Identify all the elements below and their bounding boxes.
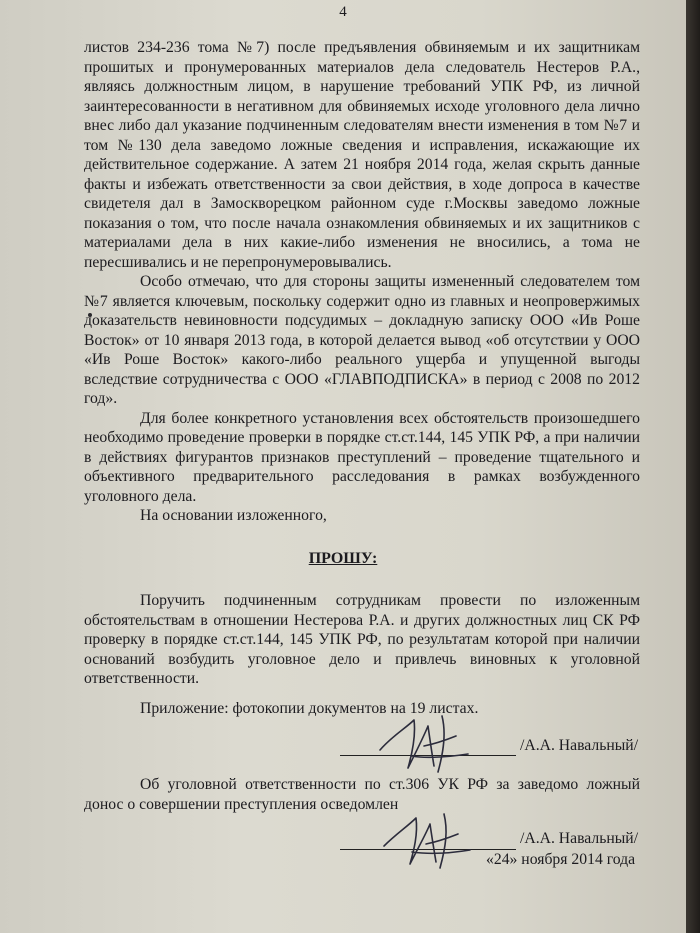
handwritten-signature-1 xyxy=(372,706,482,776)
liability-notice: Об уголовной ответственности по ст.306 УК РФ за заведомо ложный донос о совершении преступления осведомлен xyxy=(84,776,640,813)
request-block xyxy=(84,591,640,689)
page-edge xyxy=(686,0,700,933)
body-text xyxy=(84,38,640,526)
paragraph-4: На основании изложенного, xyxy=(140,507,327,524)
paragraph-2: Особо отмечаю, что для стороны защиты измененный следователем том №7 является ключевым, поскольку содержит одно из главных и неопровержимых доказательств невиновности подсудимых – докладную записку ООО «Ив Роше Восток» от 10 января 2013 года, в которой делается вывод «об отсутствии у ООО «Ив Роше Восток» какого-либо реального ущерба и упущенной выгоды вследствие сотрудничества с ООО «ГЛАВПОДПИСКА» в период с 2008 по 2012 год». xyxy=(84,273,640,407)
signature-name-2: /А.А. Навальный/ xyxy=(520,830,639,847)
request-heading: ПРОШУ: xyxy=(308,550,378,567)
page-number: 4 xyxy=(339,4,347,20)
attachment-line: Приложение: фотокопии документов на 19 листах. xyxy=(140,700,479,717)
document-date: «24» ноября 2014 года xyxy=(486,851,636,868)
request-text: Поручить подчиненным сотрудникам провести по изложенным обстоятельствам в отношении Нестерова Р.А. и других должностных лиц СК РФ проверку в порядке ст.ст.144, 145 УПК РФ, по результатам которой при наличии оснований возбудить уголовное дело и привлечь виновных к уголовной ответственности. xyxy=(84,592,640,687)
liability-block xyxy=(84,775,640,814)
paragraph-1: листов 234-236 тома №7) после предъявления обвиняемым и их защитникам прошитых и пронумерованных материалов дела следователь Нестеров Р.А., являясь должностным лицом, в нарушение требований УПК РФ, из личной заинтересованности в негативном для обвиняемых исходе уголовного дела лично внес либо дал указание подчиненным следователям внести изменения в том №7 и том №130 дела заведомо ложные сведения и исправления, искажающие их действительное содержание. А затем 21 ноября 2014 года, желая скрыть данные факты и избежать ответственности за свои действия, в ходе допроса в качестве свидетеля дал в Замоскворецком районном суде г.Москвы заведомо ложные показания о том, что после начала ознакомления обвиняемых и их защитников с материалами дела в них какие-либо изменения не вносились, а тома не пересшивались и не перепронумеровывались. xyxy=(84,39,640,271)
signature-name-1: /А.А. Навальный/ xyxy=(520,737,639,754)
paragraph-3: Для более конкретного установления всех обстоятельств произошедшего необходимо проведение проверки в порядке ст.ст.144, 145 УПК РФ, а при наличии в действиях фигурантов признаков преступлений – проведение тщательного и объективного предварительного расследования в рамках возбужденного уголовного дела. xyxy=(84,409,640,505)
handwritten-signature-2 xyxy=(376,806,486,872)
